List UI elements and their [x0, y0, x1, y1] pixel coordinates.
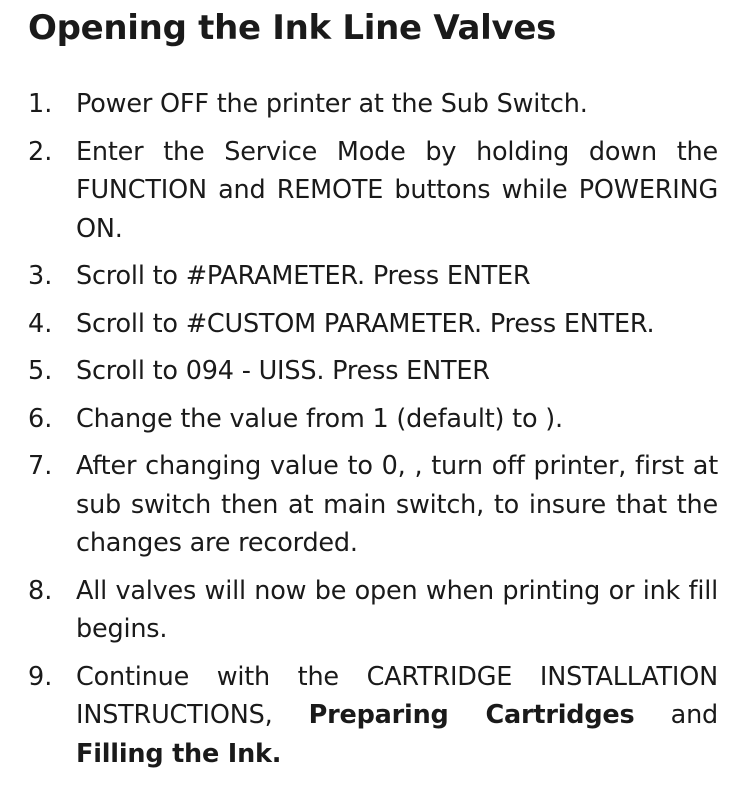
step-text: After changing value to 0, , turn off printer, first at sub switch then at main switch, to insure that the changes are recorded. [76, 451, 718, 558]
instruction-list [28, 85, 718, 782]
step-number: 9. [28, 661, 53, 692]
page-title: Opening the Ink Line Valves [28, 8, 557, 48]
step-number: 8. [28, 575, 53, 606]
step-number: 4. [28, 308, 53, 339]
step-text [76, 658, 718, 774]
list-item [28, 658, 718, 774]
step-text: Change the value from 1 (default) to ). [76, 403, 563, 434]
step-text: Enter the Service Mode by holding down the FUNCTION and REMOTE buttons while POWERING ON. [76, 136, 718, 244]
step-number: 2. [28, 136, 53, 167]
step-text: Power OFF the printer at the Sub Switch. [76, 89, 588, 119]
list-item [28, 133, 718, 249]
step-number: 1. [28, 89, 53, 119]
step-text-intro: Continue with the CARTRIDGE INSTALLATION INSTRUCTIONS, [76, 661, 718, 730]
list-item [28, 572, 718, 649]
list-item [28, 352, 718, 391]
step-text: Scroll to 094 - UISS. Press ENTER [76, 356, 490, 386]
bold-reference-filling-ink: Filling the Ink. [76, 738, 282, 769]
step-number: 7. [28, 451, 53, 481]
list-item [28, 257, 718, 296]
bold-reference-preparing-cartridges: Preparing Cartridges [308, 700, 635, 730]
list-item [28, 305, 718, 344]
step-text: Scroll to #PARAMETER. Press ENTER [76, 261, 531, 291]
step-number: 6. [28, 403, 53, 434]
list-item [28, 447, 718, 563]
step-number: 5. [28, 356, 53, 386]
step-number: 3. [28, 261, 53, 291]
list-item [28, 400, 718, 439]
step-text-conjunction: and [670, 700, 719, 730]
step-text: Scroll to #CUSTOM PARAMETER. Press ENTER. [76, 308, 655, 339]
step-text: All valves will now be open when printing or ink fill begins. [76, 575, 718, 644]
list-item [28, 85, 718, 124]
